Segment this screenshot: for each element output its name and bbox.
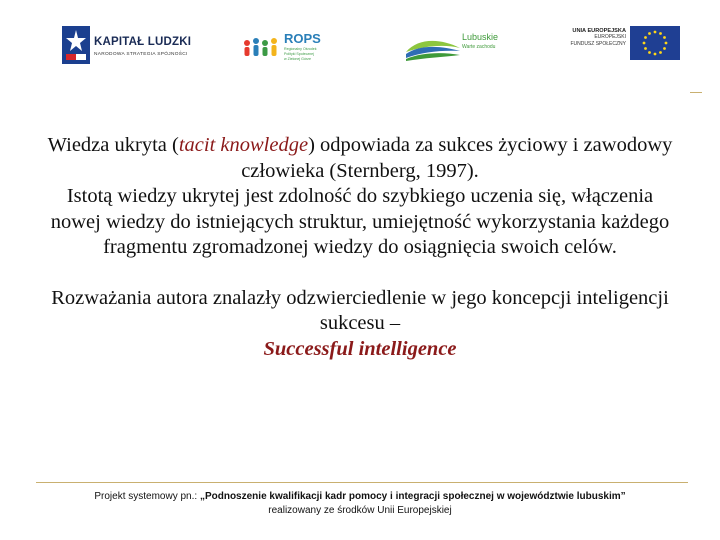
- paragraph-1-text-end: ) odpowiada za sukces życiowy i zawodowy człowieka (Sternberg, 1997).: [241, 134, 673, 182]
- paragraph-2-text: Rozważania autora znalazły odzwierciedlenie w jego koncepcji inteligencji sukcesu –: [51, 286, 669, 334]
- eu-logo: [560, 26, 682, 66]
- eu-flag-icon: [630, 26, 680, 60]
- lubuskie-hills-icon: [404, 34, 462, 62]
- paragraph-tacit-knowledge: [40, 133, 680, 261]
- kapital-ludzki-star-icon: [62, 26, 90, 64]
- eu-subtitle: EUROPEJSKI FUNDUSZ SPOŁECZNY: [570, 34, 626, 47]
- lubuskie-title: Lubuskie: [462, 32, 499, 42]
- paragraph-1-second-sentence: Istotą wiedzy ukrytej jest zdolność do szybkiego uczenia się, włączenia nowej wiedzy do istniejących struktur, umiejętność wykorzystania każdego fragmentu zgromadzonej wiedzy do osiągnięcia swoich celów.: [50, 185, 670, 258]
- lubuskie-subtitle: Warte zachodu: [462, 44, 496, 50]
- logo-bar: [0, 0, 720, 92]
- paragraph-successful-intelligence: [40, 286, 680, 363]
- footer-prefix: Projekt systemowy pn.:: [94, 491, 200, 502]
- successful-intelligence-term: Successful intelligence: [263, 337, 457, 360]
- rops-subtitle: Regionalny Ośrodek Polityki Społecznej w Zielonej Górze: [284, 47, 317, 61]
- rops-logo: [242, 28, 332, 68]
- footer: [30, 490, 690, 518]
- tacit-knowledge-term: tacit knowledge: [178, 134, 309, 156]
- eu-title: UNIA EUROPEJSKA: [572, 28, 626, 34]
- footer-divider: [36, 482, 688, 483]
- kapital-ludzki-title: KAPITAŁ LUDZKI: [94, 36, 192, 48]
- rops-people-icon: [242, 36, 280, 58]
- paragraph-1-text-start: Wiedza ukryta (: [47, 134, 179, 156]
- corner-divider: [690, 92, 702, 93]
- footer-funding-note: realizowany ze środków Unii Europejskiej: [268, 505, 452, 516]
- rops-title: ROPS: [284, 31, 321, 46]
- lubuskie-logo: [404, 28, 504, 68]
- main-content: [40, 133, 680, 362]
- kapital-ludzki-subtitle: NARODOWA STRATEGIA SPÓJNOŚCI: [94, 52, 188, 57]
- kapital-ludzki-logo: [58, 22, 208, 72]
- footer-project-title: „Podnoszenie kwalifikacji kadr pomocy i integracji społecznej w województwie lubuskim”: [199, 491, 626, 502]
